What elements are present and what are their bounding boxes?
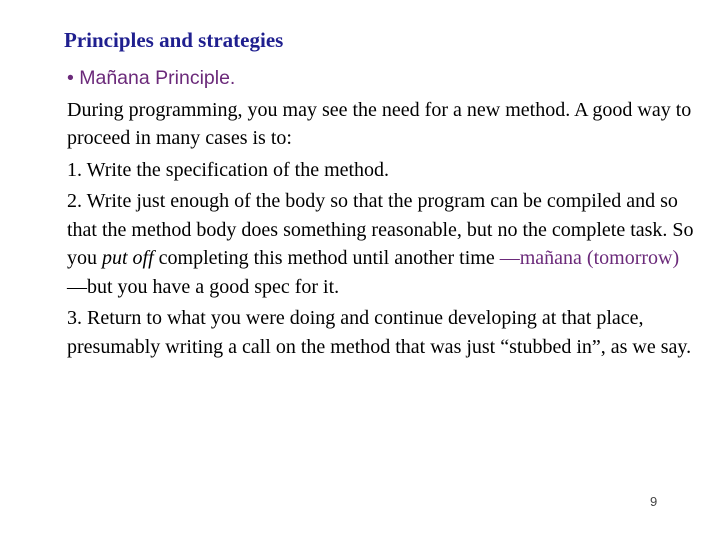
step-2-text-middle: completing this method until another time: [153, 247, 500, 269]
step-2-text-end: —but you have a good spec for it.: [67, 275, 340, 298]
step-1: 1. Write the specification of the method.: [67, 158, 390, 181]
intro-paragraph: During programming, you may see the need for a new method. A good way to proceed in many cases is to:: [67, 98, 692, 149]
step-2-highlight: —mañana (tomorrow): [499, 247, 680, 269]
slide-content: [67, 64, 702, 364]
step-2-text-start: 2. Write just enough of the body so that the program can be compiled and so that the method body does something reasonable, but no the complete task. So you: [67, 190, 694, 269]
bullet-marker: •: [67, 67, 74, 89]
step-3: 3. Return to what you were doing and continue developing at that place, presumably writing a call on the method that was just “stubbed in”, as we say.: [67, 307, 692, 358]
bullet-text: Mañana Principle.: [79, 67, 236, 89]
step-2-emphasis: put off: [102, 247, 154, 269]
step-2: [67, 187, 702, 301]
slide-title: Principles and strategies: [64, 28, 284, 52]
page-number: 9: [650, 494, 658, 509]
bullet-item: [67, 64, 702, 93]
